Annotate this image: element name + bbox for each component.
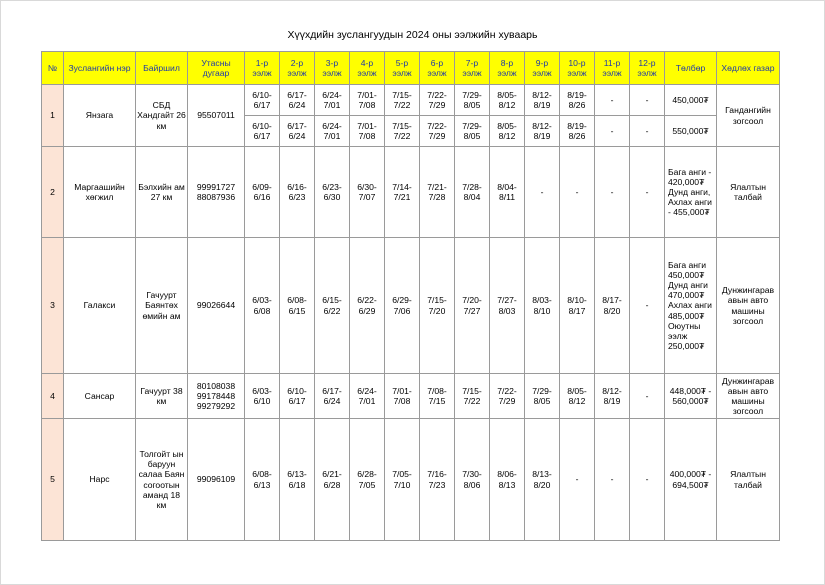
header-shift: 11-р ээлж [595, 52, 630, 85]
shift-cell: 8/17-8/20 [595, 238, 630, 374]
shift-cell: 7/01-7/08 [350, 116, 385, 147]
header-row [42, 52, 780, 85]
table-row [42, 85, 780, 116]
header-fee: Төлбөр [665, 52, 717, 85]
organizer-cell: Дунжингарав авын авто машины зогсоол [717, 374, 780, 419]
header-shift: 7-р ээлж [455, 52, 490, 85]
row-number: 1 [42, 85, 64, 147]
shift-cell: 8/05-8/12 [490, 85, 525, 116]
organizer-cell: Ялалтын талбай [717, 419, 780, 541]
shift-cell: 7/14-7/21 [385, 147, 420, 238]
fee-cell: 550,000₮ [665, 116, 717, 147]
camp-phone: 80108038 99178448 99279292 [188, 374, 245, 419]
shift-cell: 8/04-8/11 [490, 147, 525, 238]
shift-cell: 7/01-7/08 [350, 85, 385, 116]
shift-cell: 8/06-8/13 [490, 419, 525, 541]
shift-cell: 8/05-8/12 [490, 116, 525, 147]
shift-cell: 7/21-7/28 [420, 147, 455, 238]
header-shift: 9-р ээлж [525, 52, 560, 85]
table-row [42, 238, 780, 374]
shift-cell: 6/15-6/22 [315, 238, 350, 374]
shift-cell: 7/15-7/22 [385, 116, 420, 147]
shift-cell: 7/15-7/22 [455, 374, 490, 419]
organizer-cell: Ялалтын талбай [717, 147, 780, 238]
shift-cell: 8/19-8/26 [560, 116, 595, 147]
shift-cell: 6/17-6/24 [315, 374, 350, 419]
shift-cell: 7/22-7/29 [420, 116, 455, 147]
shift-cell: 7/01-7/08 [385, 374, 420, 419]
header-phone: Утасны дугаар [188, 52, 245, 85]
shift-cell: 7/08-7/15 [420, 374, 455, 419]
shift-cell: 8/12-8/19 [525, 116, 560, 147]
shift-cell: 6/10-6/17 [245, 85, 280, 116]
header-shift: 5-р ээлж [385, 52, 420, 85]
schedule-table [41, 51, 780, 541]
header-shift: 1-р ээлж [245, 52, 280, 85]
camp-phone: 99991727 88087936 [188, 147, 245, 238]
table-row [42, 374, 780, 419]
shift-cell: 6/21-6/28 [315, 419, 350, 541]
header-name: Зуслангийн нэр [64, 52, 136, 85]
shift-cell: - [525, 147, 560, 238]
camp-phone: 99026644 [188, 238, 245, 374]
shift-cell: 6/16-6/23 [280, 147, 315, 238]
fee-cell: Бага анги 450,000₮ Дунд анги 470,000₮ Ахлах анги 485,000₮ Оюутны ээлж 250,000₮ [665, 238, 717, 374]
shift-cell: 6/08-6/13 [245, 419, 280, 541]
shift-cell: 6/30-7/07 [350, 147, 385, 238]
shift-cell: 7/29-8/05 [455, 116, 490, 147]
shift-cell: 7/05-7/10 [385, 419, 420, 541]
shift-cell: - [630, 419, 665, 541]
fee-cell: 450,000₮ [665, 85, 717, 116]
organizer-cell: Гандангийн зогсоол [717, 85, 780, 147]
camp-name: Нарс [64, 419, 136, 541]
shift-cell: 7/16-7/23 [420, 419, 455, 541]
shift-cell: 7/22-7/29 [490, 374, 525, 419]
shift-cell: 6/10-6/17 [280, 374, 315, 419]
shift-cell: 8/10-8/17 [560, 238, 595, 374]
header-shift: 10-р ээлж [560, 52, 595, 85]
shift-cell: - [595, 147, 630, 238]
shift-cell: 8/13-8/20 [525, 419, 560, 541]
row-number: 3 [42, 238, 64, 374]
shift-cell: 6/24-7/01 [315, 85, 350, 116]
camp-location: СБД Хандгайт 26 км [136, 85, 188, 147]
shift-cell: 7/20-7/27 [455, 238, 490, 374]
camp-name: Галакси [64, 238, 136, 374]
organizer-cell: Дунжингарав авын авто машины зогсоол [717, 238, 780, 374]
camp-phone: 95507011 [188, 85, 245, 147]
shift-cell: 6/23-6/30 [315, 147, 350, 238]
shift-cell: 6/03-6/08 [245, 238, 280, 374]
shift-cell: 7/28-8/04 [455, 147, 490, 238]
shift-cell: 6/22-6/29 [350, 238, 385, 374]
shift-cell: 7/15-7/20 [420, 238, 455, 374]
camp-name: Сансар [64, 374, 136, 419]
shift-cell: 8/12-8/19 [525, 85, 560, 116]
header-organizer: Хөдлөх газар [717, 52, 780, 85]
shift-cell: 6/13-6/18 [280, 419, 315, 541]
table-row [42, 419, 780, 541]
page-title: Хүүхдийн зуслангуудын 2024 оны ээлжийн хуваарь [287, 29, 538, 41]
row-number: 4 [42, 374, 64, 419]
row-number: 5 [42, 419, 64, 541]
header-shift: 2-р ээлж [280, 52, 315, 85]
shift-cell: 8/19-8/26 [560, 85, 595, 116]
shift-cell: - [630, 116, 665, 147]
header-shift: 4-р ээлж [350, 52, 385, 85]
header-shift: 8-р ээлж [490, 52, 525, 85]
shift-cell: 6/29-7/06 [385, 238, 420, 374]
camp-phone: 99096109 [188, 419, 245, 541]
shift-cell: 6/08-6/15 [280, 238, 315, 374]
shift-cell: 7/29-8/05 [525, 374, 560, 419]
shift-cell: 7/22-7/29 [420, 85, 455, 116]
shift-cell: 6/24-7/01 [350, 374, 385, 419]
shift-cell: 6/09-6/16 [245, 147, 280, 238]
shift-cell: - [595, 116, 630, 147]
shift-cell: - [595, 419, 630, 541]
shift-cell: 7/30-8/06 [455, 419, 490, 541]
header-num: № [42, 52, 64, 85]
fee-cell: Бага анги - 420,000₮ Дунд анги, Ахлах анги - 455,000₮ [665, 147, 717, 238]
header-shift: 6-р ээлж [420, 52, 455, 85]
camp-name: Янзага [64, 85, 136, 147]
shift-cell: 7/29-8/05 [455, 85, 490, 116]
shift-cell: 6/17-6/24 [280, 116, 315, 147]
fee-cell: 448,000₮ - 560,000₮ [665, 374, 717, 419]
shift-cell: - [560, 419, 595, 541]
shift-cell: 6/24-7/01 [315, 116, 350, 147]
shift-cell: - [630, 85, 665, 116]
camp-location: Толгойт ын баруун салаа Баян согоотын аманд 18 км [136, 419, 188, 541]
shift-cell: 6/17-6/24 [280, 85, 315, 116]
shift-cell: - [560, 147, 595, 238]
shift-cell: - [595, 85, 630, 116]
shift-cell: 8/05-8/12 [560, 374, 595, 419]
shift-cell: 8/12-8/19 [595, 374, 630, 419]
shift-cell: - [630, 147, 665, 238]
header-shift: 12-р ээлж [630, 52, 665, 85]
row-number: 2 [42, 147, 64, 238]
camp-location: Гачуурт Баянтөх өмийн ам [136, 238, 188, 374]
shift-cell: 6/28-7/05 [350, 419, 385, 541]
camp-name: Маргаашийн хөгжил [64, 147, 136, 238]
shift-cell: 7/15-7/22 [385, 85, 420, 116]
header-shift: 3-р ээлж [315, 52, 350, 85]
table-row [42, 147, 780, 238]
shift-cell: 8/03-8/10 [525, 238, 560, 374]
shift-cell: - [630, 238, 665, 374]
camp-location: Гачуурт 38 км [136, 374, 188, 419]
shift-cell: - [630, 374, 665, 419]
camp-location: Бэлхийн ам 27 км [136, 147, 188, 238]
header-location: Байршил [136, 52, 188, 85]
shift-cell: 6/10-6/17 [245, 116, 280, 147]
fee-cell: 400,000₮ - 694,500₮ [665, 419, 717, 541]
shift-cell: 6/03-6/10 [245, 374, 280, 419]
shift-cell: 7/27-8/03 [490, 238, 525, 374]
